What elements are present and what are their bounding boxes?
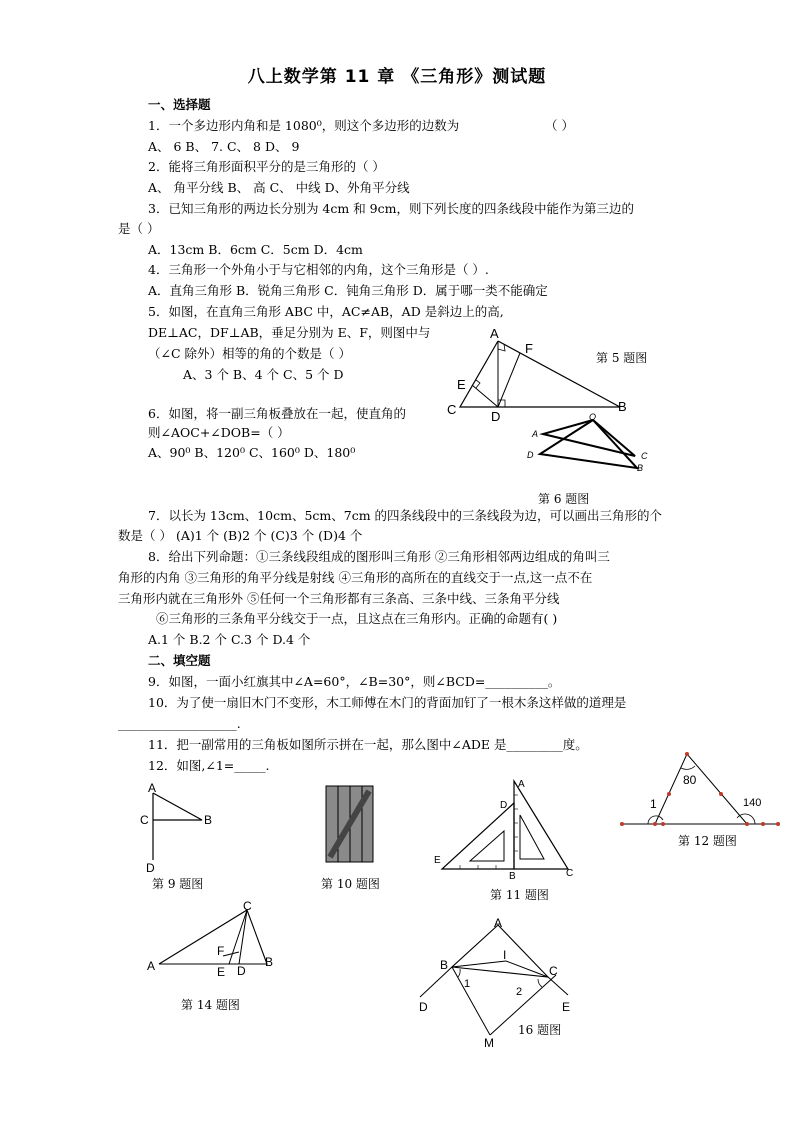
fig14-label-E: E <box>217 965 226 979</box>
figure-6-caption: 第 6 题图 <box>538 492 590 506</box>
fig11-label-E: E <box>434 855 441 866</box>
fig16-label-M: M <box>484 1036 494 1050</box>
q3-options: A．13cm B．6cm C．5cm D．4cm <box>148 242 363 257</box>
fig16-label-1: 1 <box>464 978 471 990</box>
fig5-label-F: F <box>525 341 533 356</box>
q7-line1: 7．以长为 13cm、10cm、5cm、7cm 的四条线段中的三条线段为边，可以画出三角形的个 <box>148 508 663 523</box>
fig11-label-D: D <box>500 800 508 811</box>
q8-line2: 角形的内角 ③三角形的角平分线是射线 ④三角形的高所在的直线交于一点,这一点不在 <box>118 570 593 585</box>
fig6-label-C: C <box>641 451 648 461</box>
fig9-label-A: A <box>148 781 157 795</box>
fig16-label-B: B <box>440 958 449 972</box>
fig6-label-O: O <box>589 412 597 422</box>
fig9-label-D: D <box>146 861 155 875</box>
figure-14-caption: 第 14 题图 <box>181 998 240 1012</box>
fig16-label-C: C <box>549 964 558 978</box>
fig12-label-80: 80 <box>683 773 697 787</box>
fig11-label-B: B <box>509 871 516 882</box>
q10-line1: 10．为了使一扇旧木门不变形，木工师傅在木门的背面加钉了一根木条这样做的道理是 <box>148 695 627 710</box>
q5-line2: DE⊥AC，DF⊥AB，垂足分别为 E、F，则图中与 <box>148 325 431 340</box>
q8-line4: ⑥三角形的三条角平分线交于一点，且这点在三角形内。正确的命题有( ) <box>156 611 558 626</box>
q5-line1: 5．如图，在直角三角形 ABC 中，AC≠AB，AD 是斜边上的高, <box>148 304 504 319</box>
fig14-label-C: C <box>243 899 252 913</box>
fig14-label-F: F <box>217 944 225 958</box>
fig16-label-I: I <box>503 948 507 962</box>
figure-11-caption: 第 11 题图 <box>490 888 549 902</box>
q7-line2: 数是（ ） (A)1 个 (B)2 个 (C)3 个 (D)4 个 <box>118 528 363 543</box>
q8-line1: 8．给出下列命题：①三条线段组成的图形叫三角形 ②三角形相邻两边组成的角叫三 <box>148 549 610 564</box>
q3-line2: 是（ ） <box>118 221 160 236</box>
fig5-label-A: A <box>490 326 499 341</box>
figure-6 <box>525 412 655 482</box>
q4-text: 4．三角形一个外角小于与它相邻的内角，这个三角形是（ ）. <box>148 262 489 277</box>
figure-5-caption: 第 5 题图 <box>596 351 648 365</box>
figure-5 <box>440 325 640 425</box>
section-choice-heading: 一、选择题 <box>148 97 211 112</box>
figure-12 <box>615 748 785 833</box>
fig6-label-A: A <box>532 429 539 439</box>
fig6-label-D: D <box>527 450 534 460</box>
fig14-label-A: A <box>147 959 156 973</box>
q6-line1: 6．如图，将一副三角板叠放在一起，使直角的 <box>148 406 406 421</box>
fig5-label-B: B <box>618 399 627 414</box>
q5-line3: （∠C 除外）相等的角的个数是（ ） <box>148 346 351 361</box>
q3-line1: 3．已知三角形的两边长分别为 4cm 和 9cm，则下列长度的四条线段中能作为第三边的 <box>148 201 634 216</box>
fig9-label-B: B <box>204 813 213 827</box>
q9-text: 9．如图，一面小红旗其中∠A=60°，∠B=30°，则∠BCD=__________。 <box>148 674 561 689</box>
fig6-label-B: B <box>637 463 644 473</box>
fig11-label-A: A <box>518 779 525 790</box>
q12-text: 12．如图,∠1=_____. <box>148 758 270 773</box>
q1-text: 1．一个多边形内角和是 1080⁰，则这个多边形的边数为 <box>148 118 460 133</box>
q2-text: 2．能将三角形面积平分的是三角形的（ ） <box>148 159 385 174</box>
q2-options: A、 角平分线 B、 高 C、 中线 D、外角平分线 <box>148 180 410 195</box>
fig12-label-140: 140 <box>743 797 762 809</box>
fig5-label-E: E <box>457 377 466 392</box>
fig16-label-E: E <box>562 1000 571 1014</box>
fig12-label-1: 1 <box>650 797 657 811</box>
section-fill-heading: 二、填空题 <box>148 653 211 668</box>
fig16-label-A: A <box>494 916 503 930</box>
figure-11 <box>430 775 580 880</box>
q4-options: A．直角三角形 B．锐角三角形 C．钝角三角形 D．属于哪一类不能确定 <box>148 283 548 298</box>
q5-options: A、3 个 B、4 个 C、5 个 D <box>183 367 344 382</box>
q1-answer-paren: （ ） <box>545 118 574 133</box>
figure-10-caption: 第 10 题图 <box>321 877 380 891</box>
figure-10 <box>325 785 375 865</box>
fig11-label-C: C <box>566 868 574 879</box>
figure-14 <box>145 900 280 978</box>
fig5-label-D: D <box>491 409 501 424</box>
figure-9 <box>140 780 220 875</box>
q1-options: A、 6 B、 7. C、 8 D、 9 <box>148 139 300 154</box>
fig14-label-D: D <box>237 964 246 978</box>
fig5-label-C: C <box>447 402 457 417</box>
page-title: 八上数学第 11 章 《三角形》测试题 <box>247 67 547 87</box>
q10-line2: ___________________. <box>118 716 241 731</box>
fig9-label-C: C <box>140 813 149 827</box>
q6-line2: 则∠AOC+∠DOB=（ ） <box>148 425 290 440</box>
fig14-label-B: B <box>265 955 274 969</box>
figure-12-caption: 第 12 题图 <box>678 834 737 848</box>
figure-9-caption: 第 9 题图 <box>152 877 204 891</box>
q6-options: A、90⁰ B、120⁰ C、160⁰ D、180⁰ <box>148 445 356 460</box>
fig16-label-D: D <box>419 1000 428 1014</box>
figure-16-caption: 16 题图 <box>518 1023 562 1037</box>
q8-line3: 三角形内就在三角形外 ⑤任何一个三角形都有三条高、三条中线、三条角平分线 <box>118 591 560 606</box>
q11-text: 11．把一副常用的三角板如图所示拼在一起，那么图中∠ADE 是_________度。 <box>148 737 588 752</box>
q8-options: A.1 个 B.2 个 C.3 个 D.4 个 <box>148 632 311 647</box>
fig16-label-2: 2 <box>516 986 523 998</box>
